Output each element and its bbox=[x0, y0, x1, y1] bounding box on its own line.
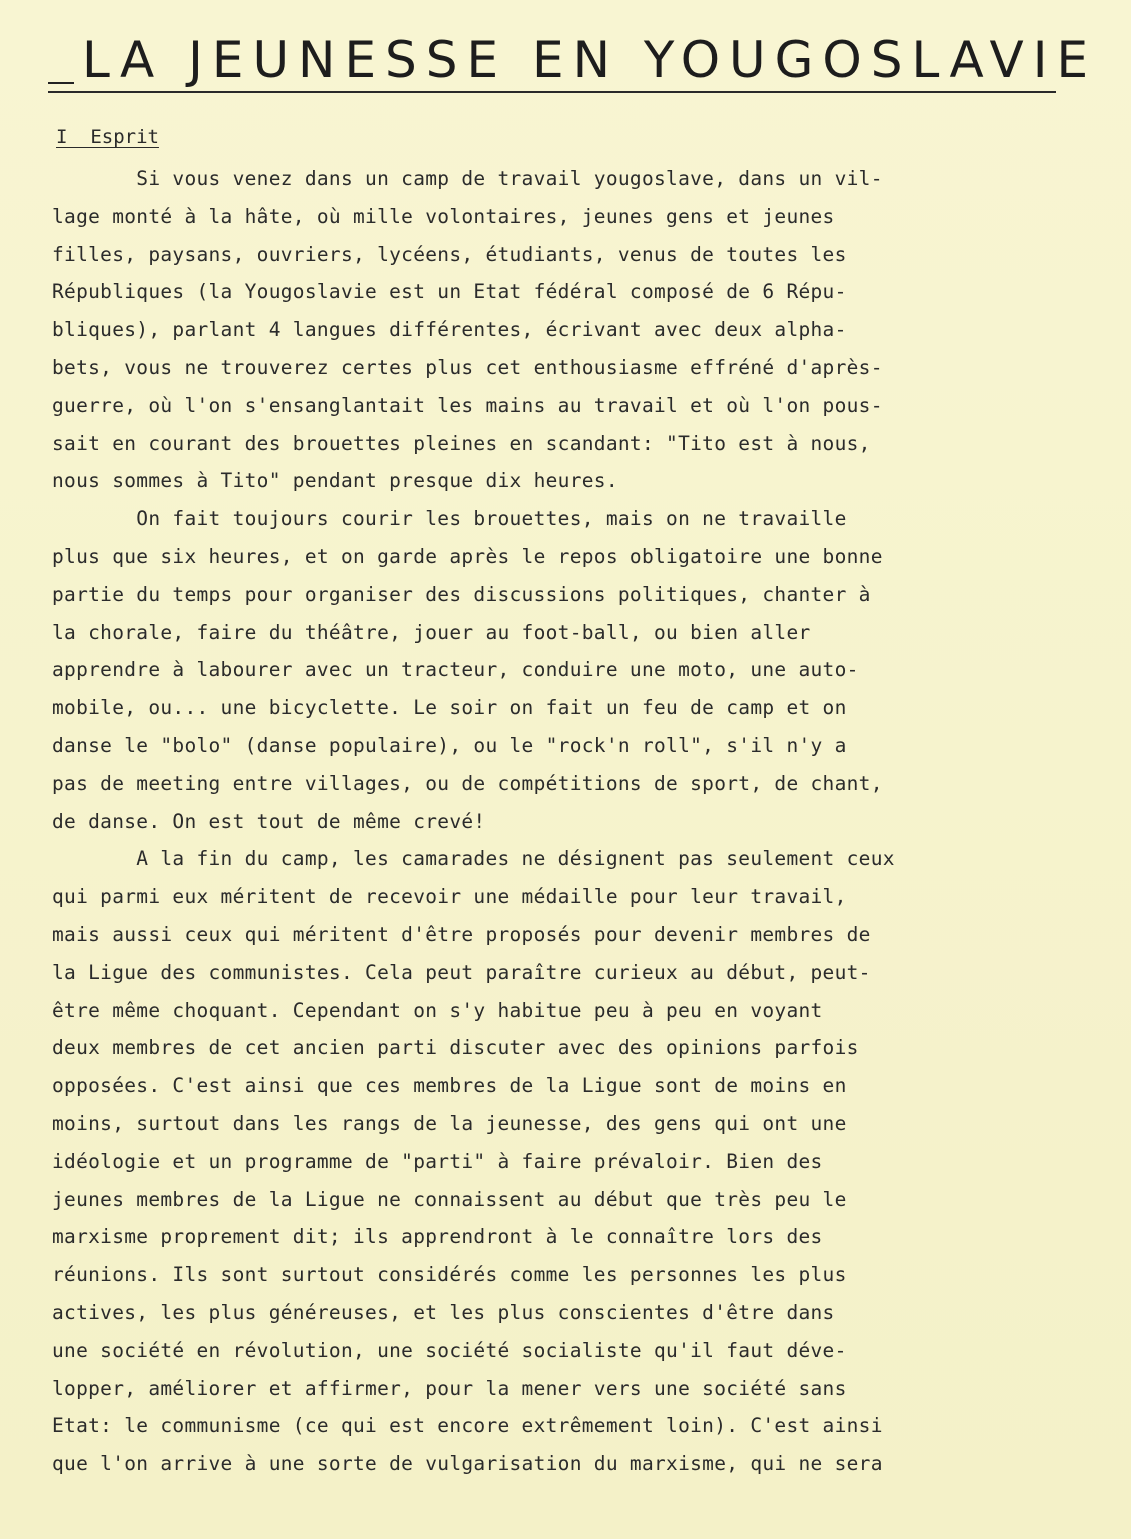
text-line: actives, les plus généreuses, et les plus conscientes d'être dans bbox=[52, 1300, 835, 1324]
text-line: partie du temps pour organiser des discussions politiques, chanter à bbox=[52, 582, 871, 606]
text-line: de danse. On est tout de même crevé! bbox=[52, 809, 486, 833]
text-line: mobile, ou... une bicyclette. Le soir on fait un feu de camp et on bbox=[52, 696, 847, 720]
text-line: jeunes membres de la Ligue ne connaissent au début que très peu le bbox=[52, 1187, 847, 1211]
text-line: nous sommes à Tito" pendant presque dix heures. bbox=[52, 469, 618, 493]
text-line: une société en révolution, une société socialiste qu'il faut déve- bbox=[52, 1338, 847, 1362]
text-line: qui parmi eux méritent de recevoir une médaille pour leur travail, bbox=[52, 885, 847, 909]
text-line: bets, vous ne trouverez certes plus cet enthousiasme effréné d'après- bbox=[52, 355, 883, 379]
text-line: lopper, améliorer et affirmer, pour la mener vers une société sans bbox=[52, 1376, 847, 1400]
text-line: opposées. C'est ainsi que ces membres de la Ligue sont de moins en bbox=[52, 1074, 847, 1098]
text-line: être même choquant. Cependant on s'y habitue peu à peu en voyant bbox=[52, 998, 823, 1022]
text-line: sait en courant des brouettes pleines en scandant: "Tito est à nous, bbox=[52, 431, 871, 455]
text-line: idéologie et un programme de "parti" à faire prévaloir. Bien des bbox=[52, 1149, 823, 1173]
text-line: lage monté à la hâte, où mille volontaires, jeunes gens et jeunes bbox=[52, 204, 835, 228]
page-title: LA JEUNESSE EN YOUGOSLAVIE bbox=[82, 31, 1098, 89]
text-line: que l'on arrive à une sorte de vulgarisation du marxisme, qui ne sera bbox=[52, 1452, 883, 1476]
text-line: réunions. Ils sont surtout considérés comme les personnes les plus bbox=[52, 1263, 847, 1287]
text-line: plus que six heures, et on garde après le repos obligatoire une bonne bbox=[52, 544, 883, 568]
text-line: marxisme proprement dit; ils apprendront à le connaître lors des bbox=[52, 1225, 823, 1249]
body-text bbox=[52, 160, 1082, 1483]
text-line: filles, paysans, ouvriers, lycéens, étudiants, venus de toutes les bbox=[52, 242, 847, 266]
text-line: apprendre à labourer avec un tracteur, conduire une moto, une auto- bbox=[52, 658, 859, 682]
text-line: Si vous venez dans un camp de travail yougoslave, dans un vil- bbox=[52, 167, 883, 190]
text-line: On fait toujours courir les brouettes, mais on ne travaille bbox=[52, 507, 847, 531]
text-line: moins, surtout dans les rangs de la jeunesse, des gens qui ont une bbox=[52, 1111, 847, 1135]
section-heading: I Esprit bbox=[56, 126, 159, 148]
text-line: Républiques (la Yougoslavie est un Etat fédéral composé de 6 Répu- bbox=[52, 280, 847, 304]
text-line: guerre, où l'on s'ensanglantait les mains au travail et où l'on pous- bbox=[52, 393, 883, 417]
text-line: mais aussi ceux qui méritent d'être proposés pour devenir membres de bbox=[52, 922, 871, 946]
text-line: danse le "bolo" (danse populaire), ou le "rock'n roll", s'il n'y a bbox=[52, 733, 847, 757]
text-line: deux membres de cet ancien parti discuter avec des opinions parfois bbox=[52, 1036, 859, 1060]
text-line: la Ligue des communistes. Cela peut paraître curieux au début, peut- bbox=[52, 960, 871, 984]
text-line: la chorale, faire du théâtre, jouer au foot-ball, ou bien aller bbox=[52, 620, 811, 644]
title-underline bbox=[48, 91, 1056, 93]
text-line: Etat: le communisme (ce qui est encore extrêmement loin). C'est ainsi bbox=[52, 1414, 883, 1438]
text-line: bliques), parlant 4 langues différentes, écrivant avec deux alpha- bbox=[52, 318, 847, 342]
title-dash bbox=[48, 82, 74, 84]
text-line: A la fin du camp, les camarades ne désignent pas seulement ceux bbox=[52, 847, 895, 871]
text-line: pas de meeting entre villages, ou de compétitions de sport, de chant, bbox=[52, 771, 883, 795]
